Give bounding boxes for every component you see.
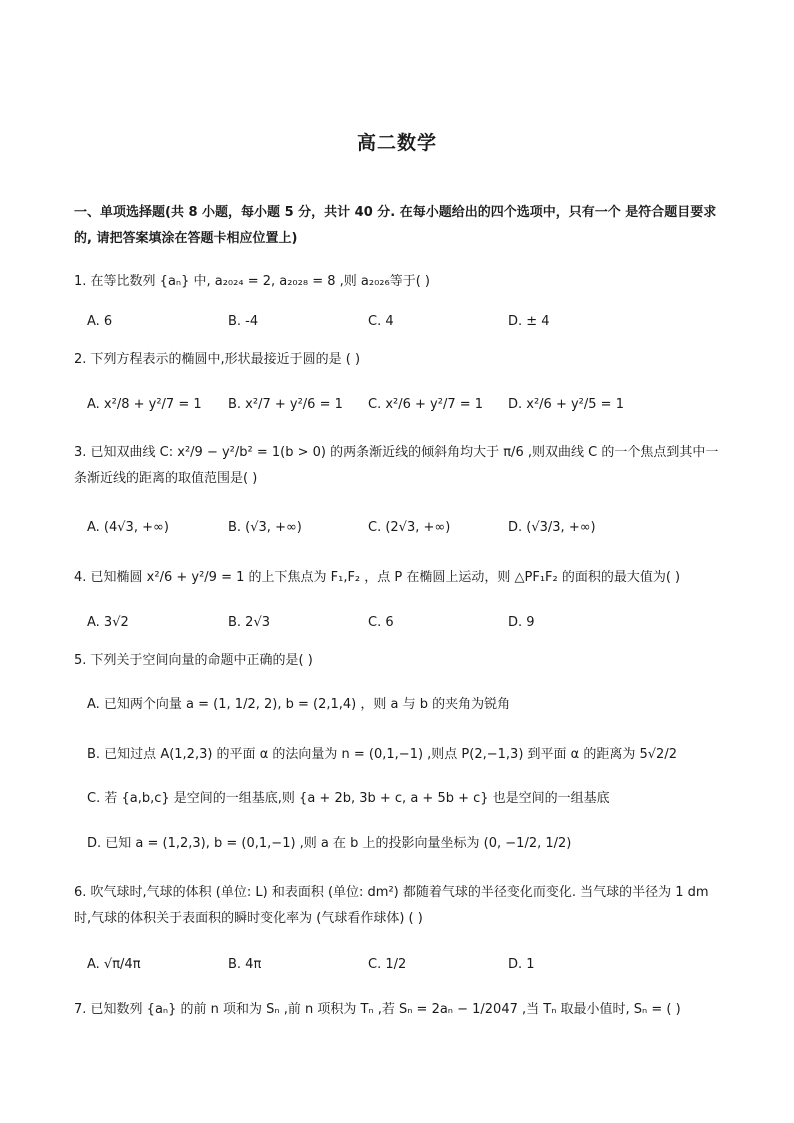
question-1-option-a: A. 6	[87, 314, 113, 329]
section-heading: 一、单项选择题(共 8 小题，每小题 5 分，共计 40 分. 在每小题给出的四个选项中，只有一个 是符合题目要求的, 请把答案填涂在答题卡相应位置上)	[74, 205, 717, 246]
question-1-option-b: B. -4	[228, 314, 259, 329]
question-6-option-b: B. 4π	[228, 957, 262, 972]
question-6-option-c: C. 1/2	[368, 957, 407, 972]
question-7-stem: 7. 已知数列 {aₙ} 的前 n 项和为 Sₙ ,前 n 项积为 Tₙ ,若 Sₙ = 2aₙ − 1/2047 ,当 Tₙ 取最小值时, Sₙ = ( )	[74, 1002, 681, 1017]
question-3-option-b: B. (√3, +∞)	[228, 520, 302, 535]
question-1-option-d: D. ± 4	[508, 314, 550, 329]
question-7	[74, 998, 724, 1022]
question-3-option-c: C. (2√3, +∞)	[368, 520, 451, 535]
question-4-option-a: A. 3√2	[87, 615, 129, 630]
question-4-option-d: D. 9	[508, 615, 535, 630]
question-2-option-b: B. x²/7 + y²/6 = 1	[228, 397, 343, 412]
question-6	[74, 880, 724, 932]
question-2	[74, 348, 724, 372]
question-6-option-a: A. √π/4π	[87, 957, 141, 972]
question-3-option-a: A. (4√3, +∞)	[87, 520, 169, 535]
question-4-option-c: C. 6	[368, 615, 394, 630]
question-1	[74, 270, 724, 294]
question-6-stem: 6. 吹气球时,气球的体积 (单位: L) 和表面积 (单位: dm²) 都随着气球的半径变化而变化. 当气球的半径为 1 dm 时,气球的体积关于表面积的瞬时变化率为 (气球看作球体) ( )	[74, 885, 709, 926]
question-1-stem: 1. 在等比数列 {aₙ} 中, a₂₀₂₄ = 2, a₂₀₂₈ = 8 ,则 a₂₀₂₆等于( )	[74, 274, 430, 289]
question-2-option-a: A. x²/8 + y²/7 = 1	[87, 397, 202, 412]
question-1-option-c: C. 4	[368, 314, 394, 329]
question-4-option-b: B. 2√3	[228, 615, 271, 630]
question-5	[74, 649, 724, 673]
question-2-stem: 2. 下列方程表示的椭圆中,形状最接近于圆的是 ( )	[74, 352, 361, 367]
question-4	[74, 566, 724, 590]
question-5-option-c: C. 若 {a,b,c} 是空间的一组基底,则 {a + 2b, 3b + c, a + 5b + c} 也是空间的一组基底	[87, 791, 610, 806]
question-4-stem: 4. 已知椭圆 x²/6 + y²/9 = 1 的上下焦点为 F₁,F₂ ，点 P 在椭圆上运动，则 △PF₁F₂ 的面积的最大值为( )	[74, 570, 681, 585]
question-5-option-b: B. 已知过点 A(1,2,3) 的平面 α 的法向量为 n = (0,1,−1) ,则点 P(2,−1,3) 到平面 α 的距离为 5√2/2	[87, 747, 677, 762]
question-3-option-d: D. (√3/3, +∞)	[508, 520, 596, 535]
question-3	[74, 440, 724, 492]
page-title: 高二数学	[356, 132, 437, 154]
question-5-option-a: A. 已知两个向量 a = (1, 1/2, 2), b = (2,1,4) ，则 a 与 b 的夹角为锐角	[87, 697, 511, 712]
question-6-option-d: D. 1	[508, 957, 535, 972]
question-5-stem: 5. 下列关于空间向量的命题中正确的是( )	[74, 653, 313, 668]
question-2-option-c: C. x²/6 + y²/7 = 1	[368, 397, 484, 412]
question-5-option-d: D. 已知 a = (1,2,3), b = (0,1,−1) ,则 a 在 b 上的投影向量坐标为 (0, −1/2, 1/2)	[87, 836, 572, 851]
question-2-option-d: D. x²/6 + y²/5 = 1	[508, 397, 624, 412]
question-3-stem: 3. 已知双曲线 C: x²/9 − y²/b² = 1(b > 0) 的两条渐近线的倾斜角均大于 π/6 ,则双曲线 C 的一个焦点到其中一条渐近线的距离的取值范围是( )	[74, 445, 719, 486]
